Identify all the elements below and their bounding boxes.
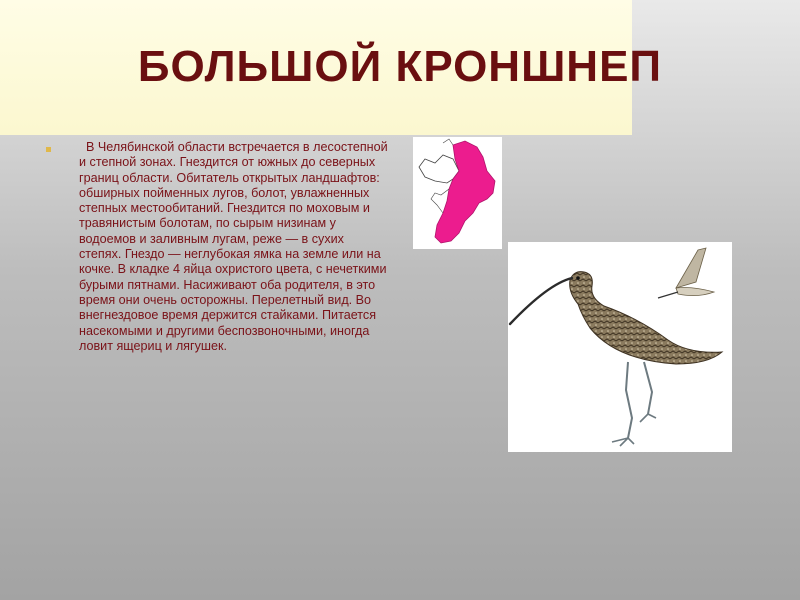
curlew-illustration: [508, 242, 732, 452]
slide-body-text: В Челябинской области встречается в лесостепной и степной зонах. Гнездится от южных до северных границ области. Обитатель открытых ландшафтов: обширных пойменных лугов, болот, увлажненных степных местообитаний. Гнездится по моховым и травянистым болотам, по сырым низинам у водоемов и заливным лугам, реже — в сухих степях. Гнездо — неглубокая ямка на земле или на кочке. В кладке 4 яйца охристого цвета, с нечеткими бурыми пятнами. Насиживают оба родителя, в это время они очень осторожны. Перелетный вид. Во внегнездовое время держится стайками. Питается насекомыми и другими беспозвоночными, иногда ловит ящериц и лягушек.: [79, 140, 388, 353]
flying-curlew: [658, 248, 714, 298]
region-map-image: [413, 137, 502, 249]
square-bullet-icon: [46, 147, 51, 152]
curlew-image: [508, 242, 732, 452]
region-map-icon: [413, 137, 502, 249]
slide-title: БОЛЬШОЙ КРОНШНЕП: [137, 42, 663, 91]
map-north-tip: [443, 139, 453, 145]
standing-curlew: [510, 272, 722, 446]
